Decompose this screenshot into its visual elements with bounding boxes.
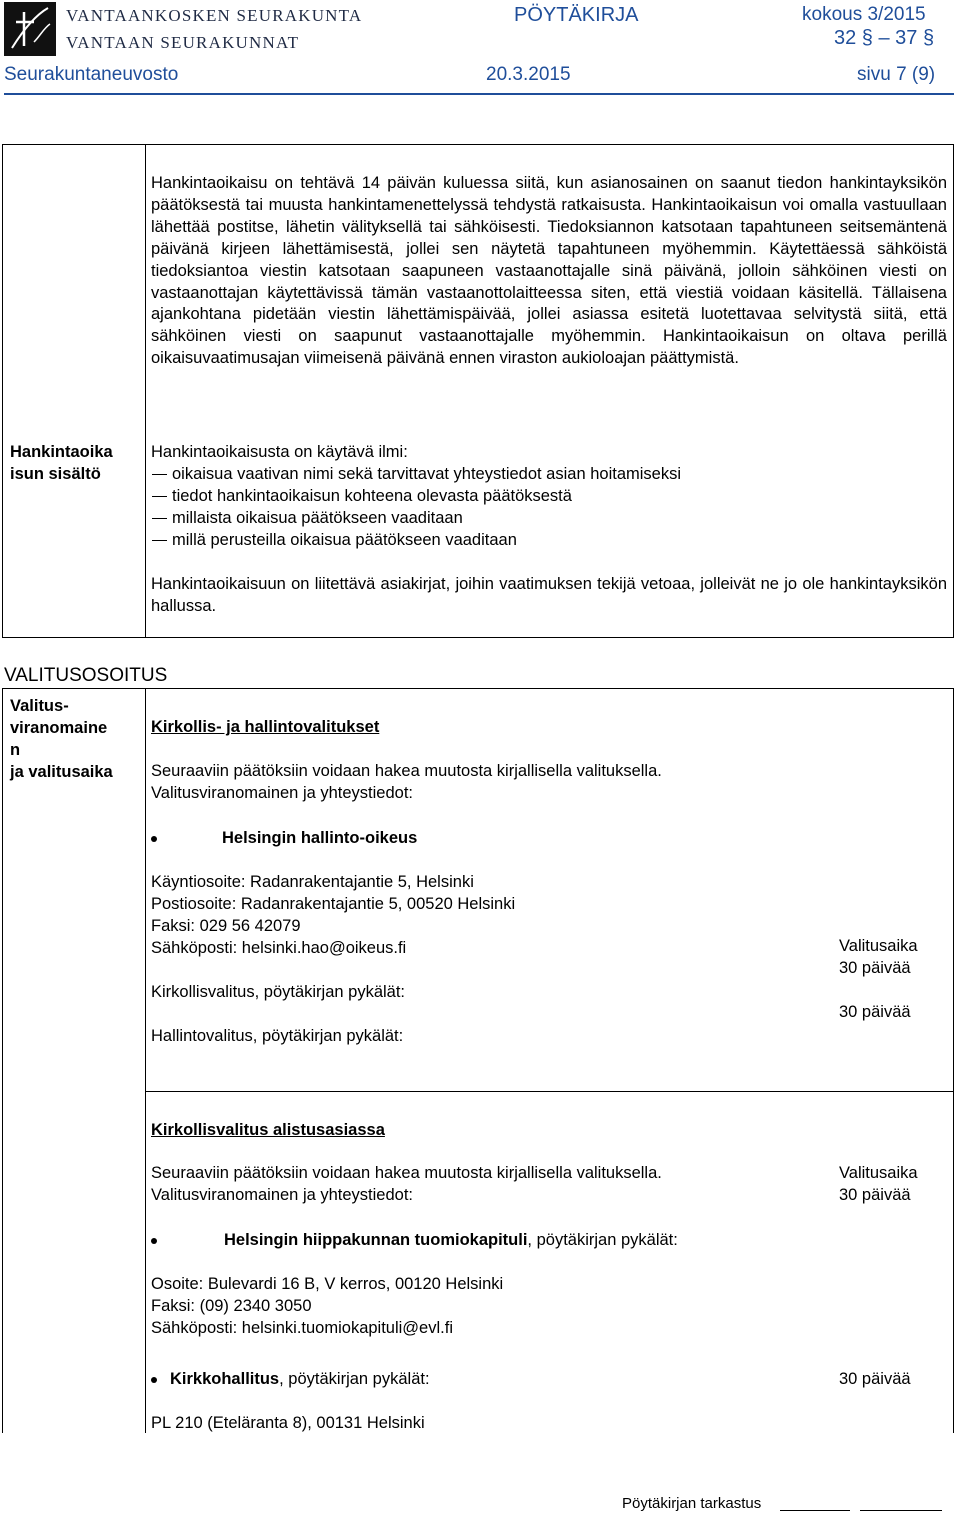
appeal-time-tuomiokapituli: 30 päivää [839,1186,911,1204]
row-divider [145,1091,953,1092]
paragraph-range: 32 § – 37 § [834,27,935,49]
email-address: Sähköposti: helsinki.hao@oikeus.fi [151,939,407,957]
appeal-time-kirkkohallitus: 30 päivää [839,1370,911,1388]
list-item: millaista oikaisua päätökseen vaaditaan [151,509,463,528]
header-divider [4,93,954,95]
page-number: sivu 7 (9) [857,64,936,85]
side-label-sisalto-1: Hankintaoika [10,443,113,461]
footer-label: Pöytäkirjan tarkastus [622,1495,762,1512]
block2-line2: Valitusviranomainen ja yhteystiedot: [151,1186,414,1204]
org-name-1: VANTAANKOSKEN SEURAKUNTA [66,6,363,25]
block1-line2: Valitusviranomainen ja yhteystiedot: [151,784,414,802]
section-heading: VALITUSOSOITUS [4,665,168,686]
block1-title: Kirkollis- ja hallintovalitukset [151,718,380,736]
column-divider [145,689,146,1433]
appeal-time-label-2: Valitusaika [839,1164,918,1182]
list-item: oikaisua vaativan nimi sekä tarvittavat yhteystiedot asian hoitamiseksi [151,465,681,484]
list-item: millä perusteilla oikaisua päätökseen vaaditaan [151,531,517,550]
side-label-valitus-1: Valitus- [10,697,69,715]
side-label-valitus-4: ja valitusaika [10,763,113,781]
meeting-date: 20.3.2015 [486,64,571,85]
side-label-sisalto-2: isun sisältö [10,465,101,483]
appeal-time-kirkollis: 30 päivää [839,959,911,977]
side-label-valitus-2: viranomaine [10,719,108,737]
block2-title: Kirkollisvalitus alistusasiassa [151,1121,385,1139]
signature-line-1 [780,1510,850,1511]
authority-kirkkohallitus: Kirkkohallitus, pöytäkirjan pykälät: [170,1370,430,1388]
church-logo [4,2,56,56]
tuomiokapituli-fax: Faksi: (09) 2340 3050 [151,1297,312,1315]
block2-line1: Seuraaviin päätöksiin voidaan hakea muutosta kirjallisella valituksella. [151,1164,662,1182]
tuomiokapituli-address: Osoite: Bulevardi 16 B, V kerros, 00120 Helsinki [151,1275,504,1293]
authority-tuomiokapituli: Helsingin hiippakunnan tuomiokapituli, pöytäkirjan pykälät: [224,1231,678,1249]
fax-number: Faksi: 029 56 42079 [151,917,301,935]
meeting-number: kokous 3/2015 [802,4,926,25]
visit-address: Käyntiosoite: Radanrakentajantie 5, Helsinki [151,873,474,891]
kirkkohallitus-address: PL 210 (Eteläranta 8), 00131 Helsinki [151,1414,425,1432]
block1-line1: Seuraaviin päätöksiin voidaan hakea muutosta kirjallisella valituksella. [151,762,662,780]
valitusosoitus-table [2,688,954,1433]
bullet-icon [151,1377,157,1383]
appeal-time-hallinto: 30 päivää [839,1003,911,1021]
attachments-paragraph: Hankintaoikaisuun on liitettävä asiakirjat, joihin vaatimuksen tekijä vetoaa, jolleivät ne jo ole hankintayksikön hallussa. [151,575,947,615]
hankintaoikaisu-paragraph: Hankintaoikaisu on tehtävä 14 päivän kuluessa siitä, kun asianosainen on saanut tiedon hankintayksikön päätöksestä tai muusta hankintamenettelyssä tehdystä ratkaisusta. Hankintaoikaisun voi omalla vastuullaan lähettää postitse, lähetin välityksellä tai sähköisesti. Tiedoksiannon katsotaan tapahtuneen seitsemäntenä päivänä kirjeen lähettämisestä, jollei sen näytetä tapahtuneen myöhemmin. Käytettäessä sähköistä tiedoksiantoa viestin katsotaan saapuneen vastaanottajalle sinä päivänä, jolloin sähköinen viesti on vastaanottajan käytettävissä tämän vastaanottolaitteessa siten, että viestiä voidaan käsitellä. Tällaisena ajankohtana pidetään viestin lähettämispäivää, jollei asiassa esitetä luotettavaa selvitystä siitä, että sähköinen viesti on saapunut vastaanottajalle myöhemmin. Hankintaoikaisun on oltava perillä oikaisuvaatimusajan viimeisenä päivänä ennen viraston aukioloajan päättymistä. [151,174,947,368]
contents-intro: Hankintaoikaisusta on käytävä ilmi: [151,443,408,461]
authority-hallinto-oikeus: Helsingin hallinto-oikeus [222,829,418,847]
bullet-icon [151,836,157,842]
postal-address: Postiosoite: Radanrakentajantie 5, 00520 Helsinki [151,895,516,913]
tuomiokapituli-email: Sähköposti: helsinki.tuomiokapituli@evl.fi [151,1319,453,1337]
side-label-valitus-3: n [10,741,21,759]
appeal-time-label: Valitusaika [839,937,918,955]
org-name-2: VANTAAN SEURAKUNNAT [66,33,300,52]
hallintovalitus-paragraphs: Hallintovalitus, pöytäkirjan pykälät: [151,1027,404,1045]
bullet-icon [151,1238,157,1244]
kirkollisvalitus-paragraphs: Kirkollisvalitus, pöytäkirjan pykälät: [151,983,406,1001]
body-name: Seurakuntaneuvosto [4,64,179,85]
doc-type: PÖYTÄKIRJA [514,4,639,26]
list-item: tiedot hankintaoikaisun kohteena olevasta päätöksestä [151,487,572,506]
cross-logo-icon [4,2,56,56]
column-divider [145,145,146,637]
signature-line-2 [860,1510,942,1511]
